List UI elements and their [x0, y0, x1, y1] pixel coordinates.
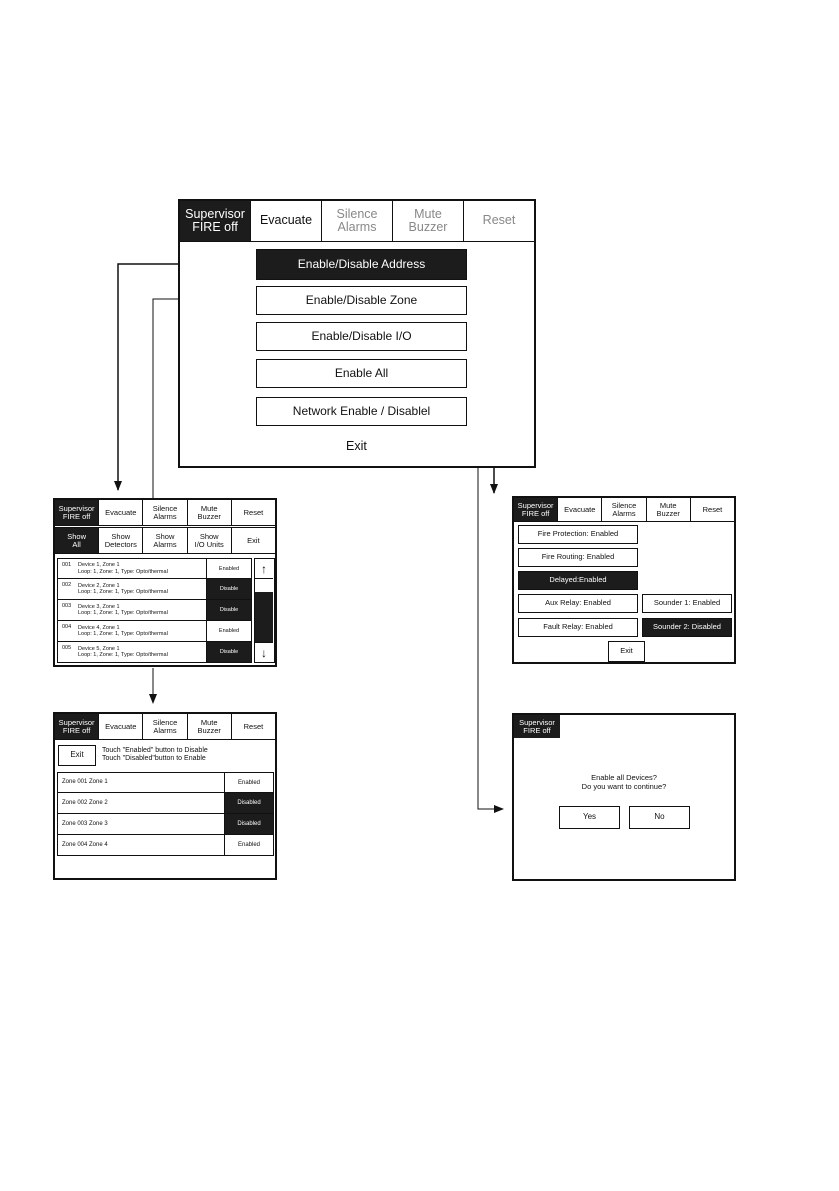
- enable-disable-io-button[interactable]: Enable/Disable I/O: [256, 322, 467, 351]
- reset-button[interactable]: Reset: [463, 201, 534, 241]
- evacuate-button[interactable]: Evacuate: [98, 500, 142, 525]
- device-detail: Loop: 1, Zone: 1, Type: Opto/thermal: [78, 589, 168, 595]
- zone-row: [57, 814, 274, 835]
- enable-disable-address-button[interactable]: Enable/Disable Address: [256, 249, 467, 280]
- reset-button[interactable]: Reset: [231, 500, 275, 525]
- show-alarms-tab[interactable]: Show Alarms: [142, 528, 186, 553]
- device-name: Device 5, Zone 1: [78, 645, 120, 652]
- arrow-up-icon: ↑: [261, 561, 267, 576]
- enable-disable-zone-button[interactable]: Enable/Disable Zone: [256, 286, 467, 315]
- device-list: [57, 558, 252, 663]
- confirm-question: Enable all Devices? Do you want to continue?: [581, 773, 667, 791]
- scrollbar[interactable]: [254, 558, 275, 663]
- delayed-button[interactable]: Delayed:Enabled: [518, 571, 638, 590]
- show-detectors-tab[interactable]: Show Detectors: [98, 528, 142, 553]
- zone-state-button[interactable]: Enabled: [224, 773, 273, 792]
- exit-button[interactable]: Exit: [346, 439, 367, 453]
- device-number: 005: [62, 645, 72, 651]
- device-name: Device 4, Zone 1: [78, 624, 120, 631]
- device-label: [58, 600, 206, 620]
- exit-button[interactable]: Exit: [231, 528, 275, 553]
- evacuate-button[interactable]: Evacuate: [557, 498, 601, 521]
- exit-button[interactable]: Exit: [608, 641, 645, 662]
- silence-alarms-button[interactable]: Silence Alarms: [142, 500, 186, 525]
- evacuate-button[interactable]: Evacuate: [98, 714, 142, 739]
- zone-row: [57, 793, 274, 814]
- device-label: [58, 579, 206, 599]
- scroll-thumb[interactable]: [255, 592, 273, 642]
- device-state-button[interactable]: Enabled: [206, 621, 251, 641]
- device-number: 002: [62, 582, 72, 588]
- device-number: 004: [62, 624, 72, 630]
- device-label: [58, 559, 206, 578]
- zone-state-button[interactable]: Disabled: [224, 793, 273, 813]
- device-row: [57, 579, 252, 600]
- top-bar: [180, 201, 534, 242]
- device-row: [57, 621, 252, 642]
- device-label: [58, 621, 206, 641]
- io-screen: [512, 496, 736, 664]
- sounder-1-button[interactable]: Sounder 1: Enabled: [642, 594, 732, 613]
- mute-buzzer-button[interactable]: Mute Buzzer: [392, 201, 463, 241]
- zone-list: [57, 772, 274, 856]
- show-io-units-tab[interactable]: Show I/O Units: [187, 528, 231, 553]
- silence-alarms-button[interactable]: Silence Alarms: [601, 498, 645, 521]
- arrow-down-icon: ↓: [261, 645, 267, 660]
- mute-buzzer-button[interactable]: Mute Buzzer: [187, 714, 231, 739]
- silence-alarms-button[interactable]: Silence Alarms: [142, 714, 186, 739]
- device-number: 003: [62, 603, 72, 609]
- silence-alarms-button[interactable]: Silence Alarms: [321, 201, 392, 241]
- supervisor-status: Supervisor FIRE off: [55, 500, 98, 525]
- zone-label: Zone 002 Zone 2: [62, 799, 108, 806]
- network-enable-disable-button[interactable]: Network Enable / Disablel: [256, 397, 467, 426]
- enable-all-confirm-screen: [512, 713, 736, 881]
- reset-button[interactable]: Reset: [231, 714, 275, 739]
- yes-button[interactable]: Yes: [559, 806, 620, 829]
- evacuate-button[interactable]: Evacuate: [250, 201, 321, 241]
- supervisor-status: Supervisor FIRE off: [514, 715, 560, 738]
- device-row: [57, 558, 252, 579]
- exit-button[interactable]: Exit: [58, 745, 96, 766]
- device-state-button[interactable]: Disable: [206, 642, 251, 662]
- zone-label: Zone 004 Zone 4: [62, 841, 108, 848]
- scroll-up-button[interactable]: [255, 559, 273, 579]
- zone-label: Zone 003 Zone 3: [62, 820, 108, 827]
- supervisor-status: Supervisor FIRE off: [180, 201, 250, 241]
- supervisor-status: Supervisor FIRE off: [55, 714, 98, 739]
- device-detail: Loop: 1, Zone: 1, Type: Opto/thermal: [78, 631, 168, 637]
- zone-help-text: Touch "Enabled" button to Disable Touch "Disabled"button to Enable: [102, 747, 208, 763]
- device-name: Device 3, Zone 1: [78, 603, 120, 610]
- reset-button[interactable]: Reset: [690, 498, 734, 521]
- device-label: [58, 642, 206, 662]
- fire-routing-button[interactable]: Fire Routing: Enabled: [518, 548, 638, 567]
- device-name: Device 2, Zone 1: [78, 582, 120, 589]
- show-all-tab[interactable]: Show All: [55, 528, 98, 553]
- mute-buzzer-button[interactable]: Mute Buzzer: [187, 500, 231, 525]
- top-bar: [55, 714, 275, 740]
- top-bar: [55, 500, 275, 526]
- device-state-button[interactable]: Disable: [206, 600, 251, 620]
- zone-state-button[interactable]: Disabled: [224, 814, 273, 834]
- device-state-button[interactable]: Enabled: [206, 559, 251, 578]
- filter-bar: [55, 527, 275, 554]
- fire-protection-button[interactable]: Fire Protection: Enabled: [518, 525, 638, 544]
- zone-row: [57, 835, 274, 856]
- supervisor-status: Supervisor FIRE off: [514, 498, 557, 521]
- zone-list-screen: [53, 712, 277, 880]
- device-state-button[interactable]: Disable: [206, 579, 251, 599]
- device-list-screen: [53, 498, 277, 667]
- device-detail: Loop: 1, Zone: 1, Type: Opto/thermal: [78, 610, 168, 616]
- mute-buzzer-button[interactable]: Mute Buzzer: [646, 498, 690, 521]
- aux-relay-button[interactable]: Aux Relay: Enabled: [518, 594, 638, 613]
- top-bar: [514, 498, 734, 522]
- device-detail: Loop: 1, Zone: 1, Type: Opto/thermal: [78, 652, 168, 658]
- fault-relay-button[interactable]: Fault Relay: Enabled: [518, 618, 638, 637]
- device-row: [57, 642, 252, 663]
- device-name: Device 1, Zone 1: [78, 562, 120, 569]
- device-number: 001: [62, 562, 72, 568]
- enable-all-button[interactable]: Enable All: [256, 359, 467, 388]
- device-detail: Loop: 1, Zone: 1, Type: Opto/thermal: [78, 568, 168, 575]
- device-row: [57, 600, 252, 621]
- main-screen: [178, 199, 536, 468]
- no-button[interactable]: No: [629, 806, 690, 829]
- zone-label: Zone 001 Zone 1: [62, 779, 108, 786]
- sounder-2-button[interactable]: Sounder 2: Disabled: [642, 618, 732, 637]
- scroll-down-button[interactable]: [255, 642, 273, 662]
- zone-state-button[interactable]: Enabled: [224, 835, 273, 855]
- zone-row: [57, 772, 274, 793]
